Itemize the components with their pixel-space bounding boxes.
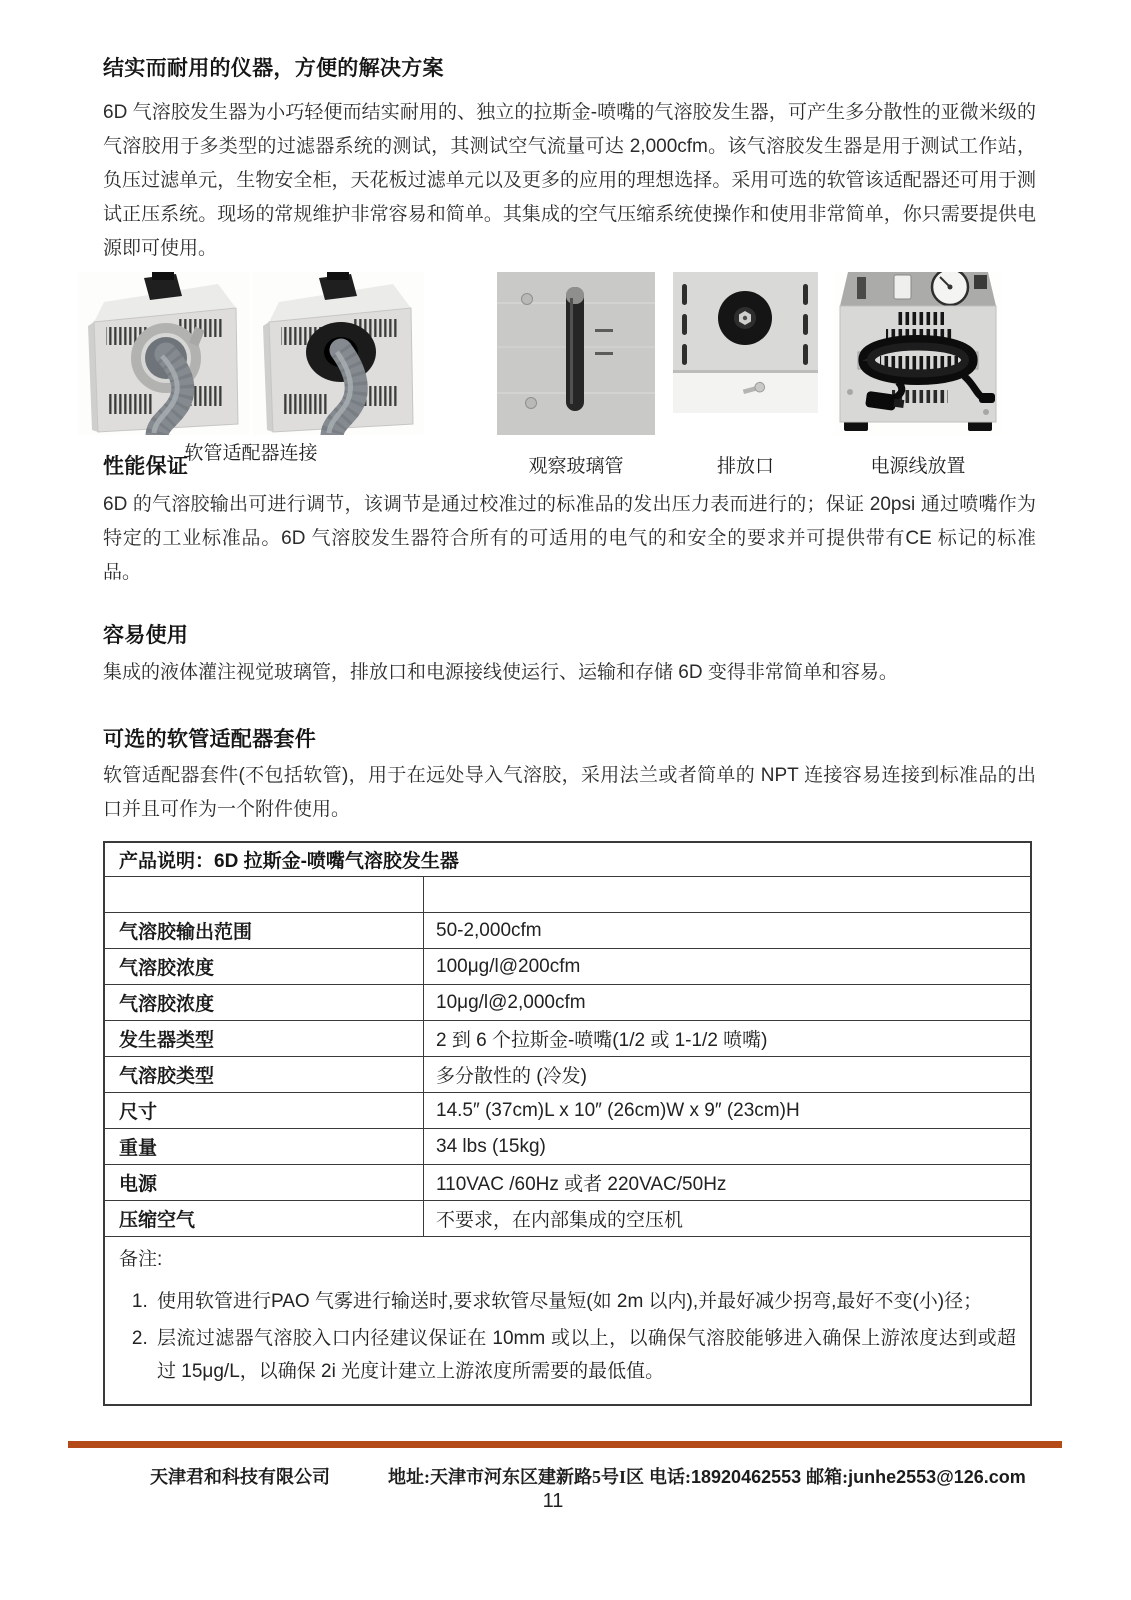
spec-value: 10μg/l@2,000cfm (424, 985, 1032, 1021)
notes-list (119, 1285, 1016, 1388)
table-row (104, 1021, 1031, 1057)
hose-adapter-grommet-photo (253, 272, 424, 435)
spec-label: 尺寸 (104, 1093, 424, 1129)
section-heading-hose-kit: 可选的软管适配器套件 (103, 728, 316, 751)
spec-value: 2 到 6 个拉斯金-喷嘴(1/2 或 1-1/2 喷嘴) (424, 1021, 1032, 1057)
drain-port-photo (673, 272, 818, 413)
caption-power-cord: 电源线放置 (870, 456, 966, 477)
hose-adapter-clamp-photo (78, 272, 249, 435)
paragraph-sturdy: 6D 气溶胶发生器为小巧轻便而结实耐用的、独立的拉斯金-喷嘴的气溶胶发生器，可产生多分散性的亚微米级的气溶胶用于多类型的过滤器系统的测试，其测试空气流量可达 2,000cfm。该气溶胶发生器是用于测试工作站，负压过滤单元，生物安全柜，天花板过滤单元以及更多的应用的理想选择。采用可选的软管该适配器还可用于测试正压系统。现场的常规维护非常容易和简单。其集成的空气压缩系统使操作和使用非常简单，你只需要提供电源即可使用。 (103, 102, 1036, 259)
spec-label: 重量 (104, 1129, 424, 1165)
paragraph-easy: 集成的液体灌注视觉玻璃管，排放口和电源接线使运行、运输和存储 6D 变得非常简单和容易。 (103, 662, 898, 683)
footer-email: junhe2553@126.com (848, 1467, 1026, 1487)
footer-company-name: 天津君和科技有限公司 (150, 1467, 330, 1487)
footer-email-label: 邮箱: (806, 1467, 849, 1487)
page-number: 11 (542, 1490, 564, 1512)
figure-drain-port (673, 272, 818, 478)
table-notes-row (104, 1237, 1031, 1406)
notes-cell (104, 1237, 1031, 1406)
paragraph-performance: 6D 的气溶胶输出可进行调节，该调节是通过校准过的标准品的发出压力表而进行的；保证 20psi 通过喷嘴作为特定的工业标准品。6D 气溶胶发生器符合所有的可适用的电气的和安全的要求并可提供带有CE 标记的标准品。 (103, 494, 1036, 583)
table-row (104, 1057, 1031, 1093)
table-row (104, 949, 1031, 985)
paragraph-hose-kit: 软管适配器套件(不包括软管)，用于在远处导入气溶胶，采用法兰或者简单的 NPT 连接容易连接到标准品的出口并且可作为一个附件使用。 (103, 765, 1036, 820)
figure-hose-adapter (78, 272, 424, 465)
footer-accent-rule (68, 1441, 1062, 1448)
spec-label: 气溶胶输出范围 (104, 913, 424, 949)
section-heading-sturdy: 结实而耐用的仪器，方便的解决方案 (103, 57, 444, 80)
spec-table (103, 841, 1032, 1406)
figure-sight-glass (497, 272, 655, 478)
spec-value: 110VAC /60Hz 或者 220VAC/50Hz (424, 1165, 1032, 1201)
table-title-row (104, 842, 1031, 877)
spec-label: 电源 (104, 1165, 424, 1201)
spec-label: 压缩空气 (104, 1201, 424, 1237)
note-item: 2. 层流过滤器气溶胶入口内径建议保证在 10mm 或以上，以确保气溶胶能够进入确保上游浓度达到或超过 15μg/L，以确保 2i 光度计建立上游浓度所需要的最低值。 (153, 1322, 1016, 1388)
figure-power-cord (834, 272, 1002, 478)
spec-label: 气溶胶浓度 (104, 949, 424, 985)
spec-table-title: 产品说明：6D 拉斯金-喷嘴气溶胶发生器 (104, 842, 1031, 877)
spec-value: 34 lbs (15kg) (424, 1129, 1032, 1165)
note-item: 1. 使用软管进行PAO 气雾进行输送时,要求软管尽量短(如 2m 以内),并最好减少拐弯,最好不变(小)径； (153, 1285, 1016, 1318)
table-row (104, 1129, 1031, 1165)
table-empty-row (104, 877, 1031, 913)
spec-label: 发生器类型 (104, 1021, 424, 1057)
table-row (104, 1093, 1031, 1129)
section-heading-performance: 性能保证 (103, 455, 189, 478)
photo-strip (78, 272, 1038, 478)
spec-value: 多分散性的 (冷发) (424, 1057, 1032, 1093)
footer-phone: 18920462553 (691, 1467, 802, 1487)
table-row (104, 913, 1031, 949)
footer-address: 地址:天津市河东区建新路5号I区 (388, 1467, 644, 1487)
caption-hose-adapter: 软管适配器连接 (184, 443, 318, 464)
section-heading-easy: 容易使用 (103, 624, 189, 647)
caption-drain-port: 排放口 (716, 456, 774, 477)
sight-glass-photo (497, 272, 655, 435)
spec-value: 100μg/l@200cfm (424, 949, 1032, 985)
table-row (104, 1201, 1031, 1237)
spec-value: 50-2,000cfm (424, 913, 1032, 949)
power-cord-photo (834, 272, 1002, 435)
caption-sight-glass: 观察玻璃管 (528, 456, 624, 477)
table-row (104, 985, 1031, 1021)
empty-cell (104, 877, 424, 913)
spec-value: 14.5″ (37cm)L x 10″ (26cm)W x 9″ (23cm)H (424, 1093, 1032, 1129)
notes-label: 备注: (119, 1249, 163, 1270)
spec-label: 气溶胶浓度 (104, 985, 424, 1021)
empty-cell (424, 877, 1032, 913)
spec-table-wrapper (103, 841, 1032, 1406)
table-row (104, 1165, 1031, 1201)
spec-value: 不要求，在内部集成的空压机 (424, 1201, 1032, 1237)
footer-phone-label: 电话: (649, 1467, 692, 1487)
spec-label: 气溶胶类型 (104, 1057, 424, 1093)
footer-contact-line (388, 1463, 1026, 1489)
